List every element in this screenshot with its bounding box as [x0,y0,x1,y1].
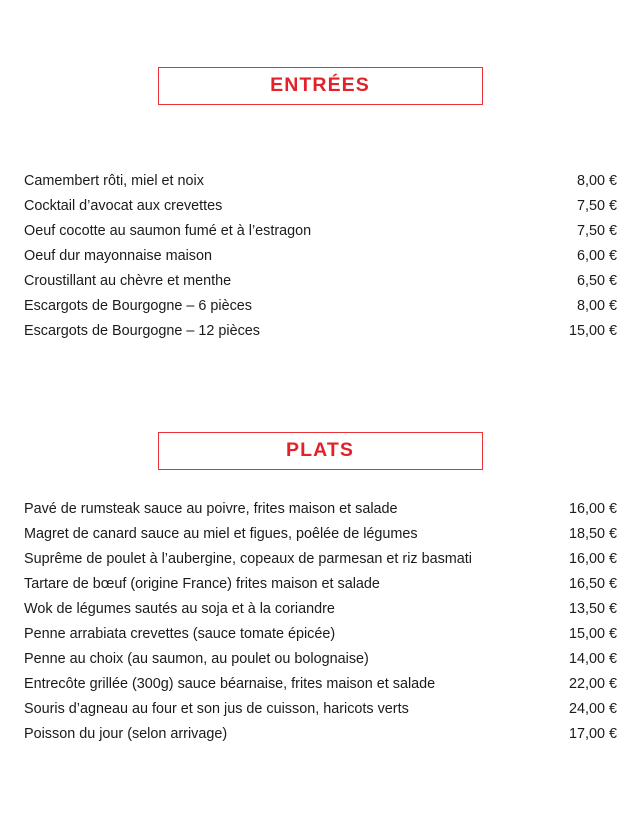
menu-item-name: Magret de canard sauce au miel et figues, poêlée de légumes [24,526,418,542]
menu-row [0,294,640,319]
menu-row [0,169,640,194]
menu-item-name: Entrecôte grillée (300g) sauce béarnaise, frites maison et salade [24,676,436,692]
menu-item-price: 8,00 € [576,173,617,189]
menu-item-price: 7,50 € [576,198,617,214]
menu-item-name: Wok de légumes sautés au soja et à la coriandre [24,601,335,617]
entrees-header-spacer [0,105,640,169]
section-title-entrees: ENTRÉES [270,74,370,97]
menu-item-name: Cocktail d’avocat aux crevettes [24,198,223,214]
menu-item-price: 24,00 € [568,701,617,717]
section-spacer [0,344,640,432]
menu-row [0,244,640,269]
menu-item-name: Tartare de bœuf (origine France) frites maison et salade [24,576,380,592]
section-entrees [0,67,640,344]
menu-row [0,597,640,622]
menu-row [0,522,640,547]
menu-row [0,672,640,697]
menu-row [0,722,640,747]
menu-item-price: 16,50 € [568,576,617,592]
menu-item-price: 14,00 € [568,651,617,667]
menu-item-price: 17,00 € [568,726,617,742]
section-plats [0,432,640,747]
menu-item-name: Croustillant au chèvre et menthe [24,273,232,289]
menu-item-price: 22,00 € [568,676,617,692]
menu-item-name: Penne arrabiata crevettes (sauce tomate épicée) [24,626,336,642]
menu-row [0,497,640,522]
menu-list-entrees [0,169,640,344]
menu-item-price: 7,50 € [576,223,617,239]
top-spacer [0,0,640,67]
menu-item-price: 8,00 € [576,298,617,314]
menu-item-price: 18,50 € [568,526,617,542]
menu-item-name: Camembert rôti, miel et noix [24,173,204,189]
menu-item-price: 6,00 € [576,248,617,264]
menu-item-name: Poisson du jour (selon arrivage) [24,726,228,742]
menu-item-name: Oeuf dur mayonnaise maison [24,248,212,264]
menu-item-name: Oeuf cocotte au saumon fumé et à l’estragon [24,223,312,239]
menu-item-price: 16,00 € [568,551,617,567]
menu-item-price: 15,00 € [568,626,617,642]
menu-row [0,647,640,672]
menu-row [0,622,640,647]
menu-row [0,547,640,572]
section-header-entrees [158,67,483,105]
menu-item-name: Escargots de Bourgogne – 12 pièces [24,323,261,339]
plats-header-spacer [0,470,640,497]
menu-item-price: 16,00 € [568,501,617,517]
menu-row [0,319,640,344]
menu-item-name: Suprême de poulet à l’aubergine, copeaux de parmesan et riz basmati [24,551,472,567]
menu-item-name: Escargots de Bourgogne – 6 pièces [24,298,253,314]
menu-row [0,269,640,294]
menu-item-price: 15,00 € [568,323,617,339]
menu-row [0,194,640,219]
section-title-plats: PLATS [286,439,354,462]
menu-item-price: 6,50 € [576,273,617,289]
menu-item-price: 13,50 € [568,601,617,617]
menu-row [0,572,640,597]
menu-row [0,697,640,722]
menu-item-name: Pavé de rumsteak sauce au poivre, frites maison et salade [24,501,398,517]
menu-item-name: Penne au choix (au saumon, au poulet ou bolognaise) [24,651,369,667]
menu-item-name: Souris d’agneau au four et son jus de cuisson, haricots verts [24,701,409,717]
menu-list-plats [0,497,640,747]
section-header-plats [158,432,483,470]
menu-row [0,219,640,244]
